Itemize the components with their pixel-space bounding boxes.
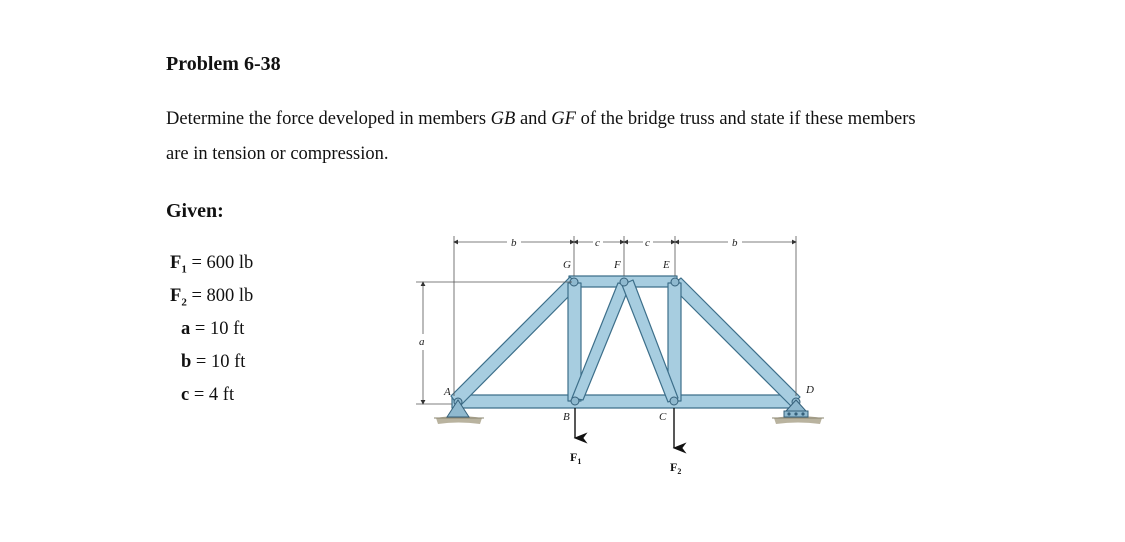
given-a: a = 10 ft bbox=[181, 319, 245, 339]
dim-b-left: b bbox=[511, 237, 517, 249]
member-ed bbox=[671, 278, 800, 406]
given-f2: $F_2 = 800$ lb bbox=[170, 286, 254, 309]
dim-c-left: c bbox=[595, 237, 600, 249]
member-gf-label: GF bbox=[551, 109, 576, 129]
pin-f bbox=[620, 278, 628, 286]
joint-d-label: D bbox=[806, 384, 814, 396]
dim-c-right: c bbox=[645, 237, 650, 249]
given-f1: $F_1 = 600$ lb bbox=[170, 253, 254, 276]
load-f1-label: $F_1$ bbox=[570, 450, 582, 466]
joint-g-label: G bbox=[563, 259, 571, 271]
joint-f-label: F bbox=[614, 259, 621, 271]
joint-c-label: C bbox=[659, 411, 667, 423]
dim-a: a bbox=[419, 336, 425, 348]
statement-text-2: and bbox=[515, 109, 552, 129]
pin-c bbox=[670, 397, 678, 405]
pin-e bbox=[671, 278, 679, 286]
member-gb-label: GB bbox=[490, 109, 516, 129]
given-c: c = 4 ft bbox=[181, 385, 235, 405]
joint-e-label: E bbox=[663, 259, 670, 271]
given-heading: Given: bbox=[166, 200, 224, 222]
pin-b bbox=[571, 397, 579, 405]
member-bottom-chord bbox=[452, 395, 798, 408]
statement-text-3: of the bridge truss and state if these members are in tension or compression. bbox=[166, 109, 916, 164]
joint-b-label: B bbox=[563, 411, 570, 423]
dim-b-right: b bbox=[732, 237, 738, 249]
statement-text-1: Determine the force developed in members bbox=[166, 109, 491, 129]
problem-title: Problem 6-38 bbox=[166, 53, 281, 75]
truss-members bbox=[451, 276, 800, 408]
joint-a-label: A bbox=[444, 386, 451, 398]
given-b: b = 10 ft bbox=[181, 352, 246, 372]
member-ag bbox=[451, 277, 579, 407]
load-f2-label: $F_2$ bbox=[670, 460, 682, 476]
